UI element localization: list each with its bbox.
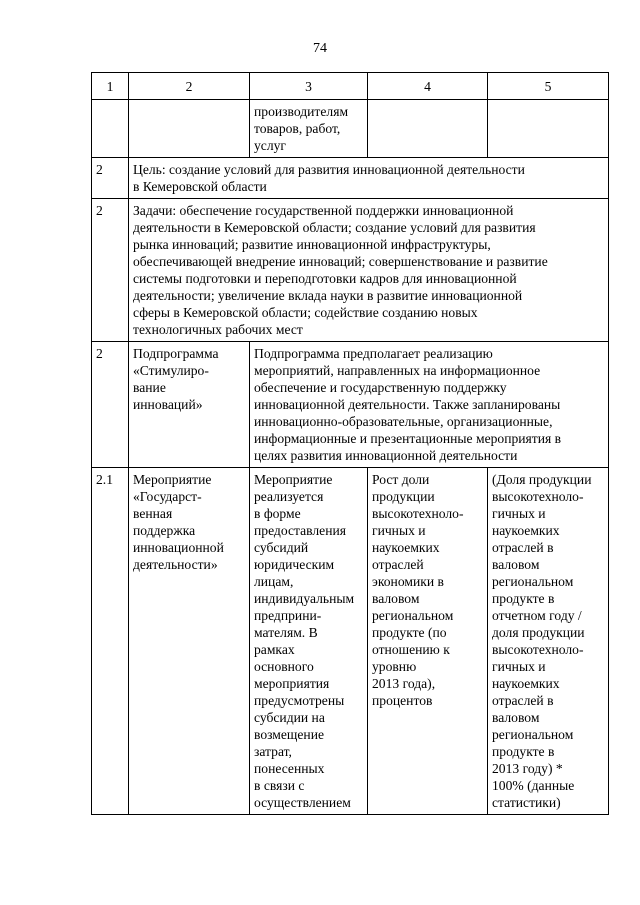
measure-description-line: субсидий xyxy=(254,540,309,555)
measure-description-line: понесенных xyxy=(254,761,325,776)
tasks-text-line: обеспечивающей внедрение инноваций; совершенствование и развитие xyxy=(133,254,548,269)
measure-row xyxy=(92,468,609,815)
tasks-text-line: деятельности; увеличение вклада науки в развитие инновационной xyxy=(133,288,523,303)
measure-description-line: рамках xyxy=(254,642,295,657)
measure-description-line: Мероприятие xyxy=(254,472,333,487)
subprogram-name-line: «Стимулиро- xyxy=(133,363,209,378)
measure-indicator-line: 2013 года), xyxy=(372,676,436,691)
continuation-cell-3 xyxy=(250,100,368,158)
continuation-cell-3-line: услуг xyxy=(254,138,286,153)
measure-indicator-line: экономики в xyxy=(372,574,444,589)
measure-row-number: 2.1 xyxy=(92,468,129,815)
continuation-cell-3-line: товаров, работ, xyxy=(254,121,341,136)
continuation-row xyxy=(92,100,609,158)
measure-indicator-line: продукте (по xyxy=(372,625,447,640)
subprogram-name-line: инноваций» xyxy=(133,397,203,412)
measure-description-line: реализуется xyxy=(254,489,324,504)
measure-formula-line: отраслей в xyxy=(492,540,554,555)
tasks-row-number: 2 xyxy=(92,199,129,342)
subprogram-description-line: инновационно-образовательные, организационные, xyxy=(254,414,553,429)
measure-indicator xyxy=(368,468,488,815)
measure-description-line: мателям. В xyxy=(254,625,318,640)
measure-indicator-line: Рост доли xyxy=(372,472,430,487)
header-cell-4: 4 xyxy=(368,73,488,100)
subprogram-name-line: вание xyxy=(133,380,166,395)
tasks-text xyxy=(129,199,609,342)
measure-formula-line: наукоемких xyxy=(492,523,560,538)
measure-formula-line: статистики) xyxy=(492,795,561,810)
measure-name-line: деятельности» xyxy=(133,557,218,572)
measure-description-line: предприни- xyxy=(254,608,322,623)
subprogram-description xyxy=(250,342,609,468)
tasks-text-line: сферы в Кемеровской области; содействие созданию новых xyxy=(133,305,478,320)
subprogram-name xyxy=(129,342,250,468)
continuation-cell-3-line: производителям xyxy=(254,104,349,119)
measure-formula-line: 2013 году) * xyxy=(492,761,563,776)
continuation-cell-4 xyxy=(368,100,488,158)
measure-description-line: осуществлением xyxy=(254,795,351,810)
measure-description-line: юридическим xyxy=(254,557,335,572)
measure-description-line: в связи с xyxy=(254,778,305,793)
measure-name xyxy=(129,468,250,815)
subprogram-description-line: инновационной деятельности. Также запланированы xyxy=(254,397,561,412)
tasks-text-line: Задачи: обеспечение государственной поддержки инновационной xyxy=(133,203,514,218)
measure-name-line: венная xyxy=(133,506,173,521)
tasks-text-line: деятельности в Кемеровской области; создание условий для развития xyxy=(133,220,536,235)
measure-description-line: предоставления xyxy=(254,523,347,538)
tasks-text-line: рынка инноваций; развитие инновационной инфраструктуры, xyxy=(133,237,491,252)
measure-formula-line: валовом xyxy=(492,557,540,572)
measure-formula-line: гичных и xyxy=(492,506,546,521)
measure-formula-line: региональном xyxy=(492,727,574,742)
measure-indicator-line: уровню xyxy=(372,659,417,674)
measure-formula xyxy=(488,468,609,815)
measure-formula-line: продукте в xyxy=(492,591,555,606)
measure-description-line: возмещение xyxy=(254,727,325,742)
measure-formula-line: 100% (данные xyxy=(492,778,575,793)
measure-indicator-line: региональном xyxy=(372,608,454,623)
measure-description-line: субсидии на xyxy=(254,710,325,725)
measure-description-line: индивидуальным xyxy=(254,591,355,606)
goal-text xyxy=(129,158,609,199)
subprogram-name-line: Подпрограмма xyxy=(133,346,219,361)
measure-formula-line: высокотехноло- xyxy=(492,489,584,504)
subprogram-row-number: 2 xyxy=(92,342,129,468)
continuation-cell-2 xyxy=(129,100,250,158)
subprogram-description-line: целях развития инновационной деятельности xyxy=(254,448,518,463)
table-header-row xyxy=(92,73,609,100)
measure-name-line: поддержка xyxy=(133,523,196,538)
tasks-row xyxy=(92,199,609,342)
measure-indicator-line: валовом xyxy=(372,591,420,606)
measure-indicator-line: наукоемких xyxy=(372,540,440,555)
measure-name-line: Мероприятие xyxy=(133,472,212,487)
header-cell-2: 2 xyxy=(129,73,250,100)
program-table xyxy=(91,72,609,815)
subprogram-row xyxy=(92,342,609,468)
goal-row xyxy=(92,158,609,199)
measure-indicator-line: гичных и xyxy=(372,523,426,538)
measure-description-line: в форме xyxy=(254,506,301,521)
tasks-text-line: системы подготовки и переподготовки кадров для инновационной xyxy=(133,271,517,286)
measure-description-line: затрат, xyxy=(254,744,292,759)
measure-indicator-line: высокотехноло- xyxy=(372,506,464,521)
measure-description-line: лицам, xyxy=(254,574,294,589)
measure-formula-line: доля продукции xyxy=(492,625,585,640)
header-cell-1: 1 xyxy=(92,73,129,100)
subprogram-description-line: обеспечение и государственную поддержку xyxy=(254,380,507,395)
subprogram-description-line: Подпрограмма предполагает реализацию xyxy=(254,346,493,361)
header-cell-5: 5 xyxy=(488,73,609,100)
goal-text-line: Цель: создание условий для развития инновационной деятельности xyxy=(133,162,525,177)
measure-formula-line: наукоемких xyxy=(492,676,560,691)
measure-formula-line: гичных и xyxy=(492,659,546,674)
goal-row-number: 2 xyxy=(92,158,129,199)
continuation-cell-5 xyxy=(488,100,609,158)
continuation-cell-1 xyxy=(92,100,129,158)
measure-indicator-line: отраслей xyxy=(372,557,424,572)
measure-description-line: предусмотрены xyxy=(254,693,345,708)
measure-formula-line: отчетном году / xyxy=(492,608,582,623)
measure-formula-line: отраслей в xyxy=(492,693,554,708)
measure-description-line: мероприятия xyxy=(254,676,330,691)
subprogram-description-line: информационные и презентационные мероприятия в xyxy=(254,431,562,446)
header-cell-3: 3 xyxy=(250,73,368,100)
measure-indicator-line: продукции xyxy=(372,489,435,504)
page-number: 74 xyxy=(313,41,327,56)
measure-name-line: «Государст- xyxy=(133,489,202,504)
subprogram-description-line: мероприятий, направленных на информационное xyxy=(254,363,541,378)
measure-formula-line: (Доля продукции xyxy=(492,472,592,487)
measure-indicator-line: отношению к xyxy=(372,642,450,657)
measure-indicator-line: процентов xyxy=(372,693,433,708)
goal-text-line: в Кемеровской области xyxy=(133,179,267,194)
measure-formula-line: продукте в xyxy=(492,744,555,759)
measure-formula-line: валовом xyxy=(492,710,540,725)
measure-formula-line: высокотехноло- xyxy=(492,642,584,657)
measure-description-line: основного xyxy=(254,659,314,674)
measure-name-line: инновационной xyxy=(133,540,224,555)
tasks-text-line: технологичных рабочих мест xyxy=(133,322,303,337)
measure-formula-line: региональном xyxy=(492,574,574,589)
measure-description xyxy=(250,468,368,815)
